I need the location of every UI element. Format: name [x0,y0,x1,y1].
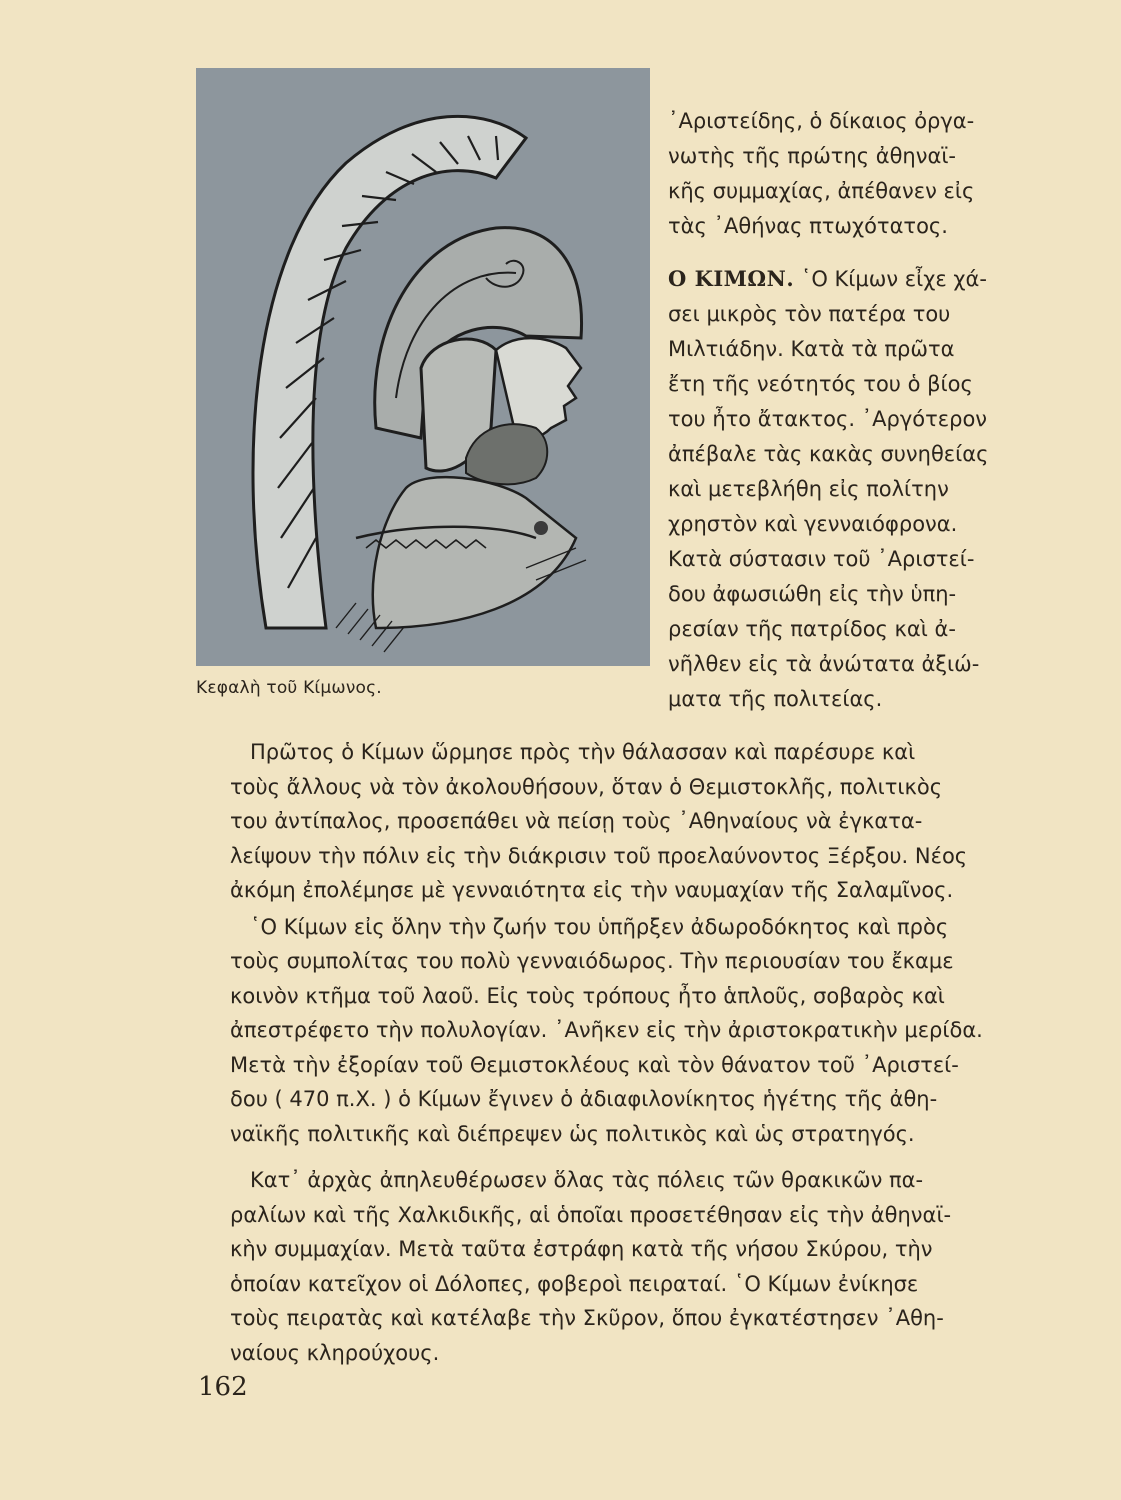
text-line: του ἀντίπαλος, προσεπάθει νὰ πείσῃ τοὺς ᾿Αθηναίους νὰ ἐγκατα- [230,809,923,833]
page-number: 162 [198,1372,248,1402]
text-line: του ἦτο ἄτακτος. ᾿Αργότερον [668,407,988,431]
text-line: ἀπέβαλε τὰς κακὰς συνηθείας [668,442,989,466]
kimon-intro-paragraph [668,261,1008,717]
text-line: καὶ μετεβλήθη εἰς πολίτην [668,477,949,501]
heading-line-rest: ῾Ο Κίμων εἶχε χά- [800,267,987,291]
text-line: Κατ᾿ ἀρχὰς ἀπηλευθέρωσεν ὅλας τὰς πόλεις τῶν θρακικῶν πα- [250,1168,924,1192]
text-line: ὁποίαν κατεῖχον οἱ Δόλοπες, φοβεροὶ πειραταί. ῾Ο Κίμων ἐνίκησε [230,1271,919,1296]
text-line: δου ἀφωσιώθη εἰς τὴν ὑπη- [668,582,957,606]
kimon-helmet-illustration [196,68,650,666]
text-line: κοινὸν κτῆμα τοῦ λαοῦ. Εἰς τοὺς τρόπους ἦτο ἁπλοῦς, σοβαρὸς καὶ [230,983,945,1008]
text-line: κὴν συμμαχίαν. Μετὰ ταῦτα ἐστράφη κατὰ τῆς νήσου Σκύρου, τὴν [230,1237,933,1261]
text-line: ᾿Αριστείδης, ὁ δίκαιος ὀργα- [668,109,975,133]
text-line: λείψουν τὴν πόλιν εἰς τὴν διάκρισιν τοῦ προελαύνοντος Ξέρξου. Νέος [230,843,968,868]
text-line: δου ( 470 π.Χ. ) ὁ Κίμων ἔγινεν ὁ ἀδιαφιλονίκητος ἡγέτης τῆς ἀθη- [230,1087,938,1111]
text-line: Μιλτιάδην. Κατὰ τὰ πρῶτα [668,337,955,361]
aristides-paragraph [668,104,1008,244]
text-line: ναϊκῆς πολιτικῆς καὶ διέπρεψεν ὡς πολιτικὸς καὶ ὡς στρατηγός. [230,1121,915,1146]
text-line: Πρῶτος ὁ Κίμων ὥρμησε πρὸς τὴν θάλασσαν καὶ παρέσυρε καὶ [250,740,916,764]
text-line: τοὺς πειρατὰς καὶ κατέλαβε τὴν Σκῦρον, ὅπου ἐγκατέστησεν ᾿Αθη- [230,1306,944,1330]
text-line: κῆς συμμαχίας, ἀπέθανεν εἰς [668,179,975,203]
text-line: ματα τῆς πολιτείας. [668,687,883,711]
text-line: ἀκόμη ἐπολέμησε μὲ γενναιότητα εἰς τὴν ναυμαχίαν τῆς Σαλαμῖνος. [230,878,954,902]
side-column-text [668,104,1008,717]
section-heading: Ο ΚΙΜΩΝ. [668,266,795,291]
text-line: τοὺς συμπολίτας του πολὺ γενναιόδωρος. Τὴν περιουσίαν του ἔκαμε [230,949,954,973]
text-line: ραλίων καὶ τῆς Χαλκιδικῆς, αἱ ὁποῖαι προσετέθησαν εἰς τὴν ἀθηναϊ- [230,1202,952,1227]
main-body-text [230,735,1025,1370]
figure-caption: Κεφαλὴ τοῦ Κίμωνος. [196,678,382,698]
text-line: Μετὰ τὴν ἐξορίαν τοῦ Θεμιστοκλέους καὶ τὸν θάνατον τοῦ ᾿Αριστεί- [230,1052,959,1077]
text-line [668,261,1008,297]
text-line: τὰς ᾿Αθήνας πτωχότατος. [668,214,948,238]
naval-paragraph [230,735,1025,908]
text-line: τοὺς ἄλλους νὰ τὸν ἀκολουθήσουν, ὅταν ὁ Θεμιστοκλῆς, πολιτικὸς [230,774,943,799]
helmeted-head-engraving-icon [196,68,650,666]
text-line: χρηστὸν καὶ γενναιόφρονα. [668,512,958,536]
text-line: νωτὴς τῆς πρώτης ἀθηναϊ- [668,144,956,168]
character-paragraph [230,910,1025,1152]
text-line: νῆλθεν εἰς τὰ ἀνώτατα ἀξιώ- [668,652,980,676]
text-line: ναίους κληρούχους. [230,1340,440,1365]
text-line: Κατὰ σύστασιν τοῦ ᾿Αριστεί- [668,547,975,571]
text-line: σει μικρὸς τὸν πατέρα του [668,302,951,326]
text-line: ῾Ο Κίμων εἰς ὅλην τὴν ζωήν του ὑπῆρξεν ἀδωροδόκητος καὶ πρὸς [250,914,949,939]
text-line: ρεσίαν τῆς πατρίδος καὶ ἀ- [668,617,956,641]
text-line: ἔτη τῆς νεότητός του ὁ βίος [668,372,973,396]
text-line: ἀπεστρέφετο τὴν πολυλογίαν. ᾿Ανῆκεν εἰς τὴν ἀριστοκρατικὴν μερίδα. [230,1018,983,1042]
campaigns-paragraph [230,1163,1025,1370]
